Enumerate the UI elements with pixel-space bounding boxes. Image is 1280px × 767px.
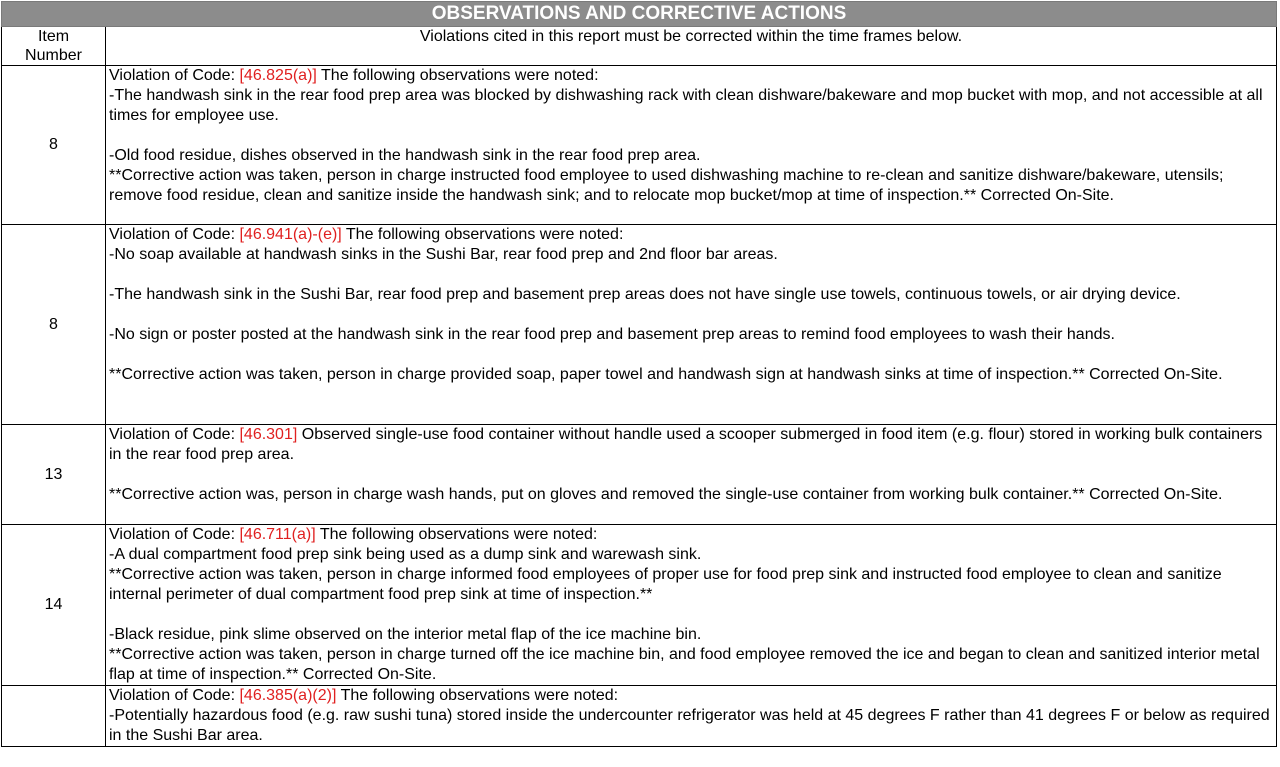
violation-line — [109, 66, 1276, 86]
observation-text: -The handwash sink in the rear food prep area was blocked by dishwashing rack with clean dishware/bakeware and mop bucket with mop, and not accessible at all times for employee use. — [109, 87, 1263, 124]
violation-prefix: Violation of Code: — [109, 426, 236, 443]
corrective-action-text: **Corrective action was taken, person in charge instructed food employee to used dishwashing machine to re-clean and sanitize dishware/bakeware, utensils; remove food residue, clean and sanitize inside the handwash sink; and to relocate mop bucket/mop at time of inspection.** Corrected On-Site. — [109, 167, 1224, 204]
item-number: 8 — [2, 225, 106, 425]
violation-cell — [106, 425, 1277, 525]
violation-cell — [106, 66, 1277, 225]
observation-text: -Old food residue, dishes observed in the handwash sink in the rear food prep area. — [109, 147, 701, 164]
item-number: 14 — [2, 525, 106, 686]
table-row — [2, 525, 1277, 686]
violation-intro: The following observations were noted: — [345, 226, 624, 243]
violation-prefix: Violation of Code: — [109, 67, 236, 84]
violation-cell — [106, 686, 1277, 747]
violation-code: [46.385(a)(2)] — [239, 687, 337, 704]
corrective-action-text: **Corrective action was taken, person in charge informed food employees of proper use for food prep sink and instructed food employee to clean and sanitize internal perimeter of dual compartment food prep sink at time of inspection.** — [109, 566, 1222, 603]
corrective-action-text: **Corrective action was, person in charge wash hands, put on gloves and removed the single-use container from working bulk container.** Corrected On-Site. — [109, 486, 1223, 503]
violation-intro: The following observations were noted: — [321, 67, 599, 84]
violation-line — [109, 225, 1276, 245]
violation-prefix: Violation of Code: — [109, 687, 236, 704]
item-number — [2, 686, 106, 747]
violation-intro: The following observations were noted: — [340, 687, 619, 704]
violation-intro: Observed single-use food container without handle used a scooper submerged in food item (e.g. flour) stored in working bulk containers in the rear food prep area. — [109, 426, 1263, 463]
item-number: 13 — [2, 425, 106, 525]
observations-table — [1, 1, 1277, 747]
violation-prefix: Violation of Code: — [109, 526, 236, 543]
violation-cell — [106, 225, 1277, 425]
column-header-row — [2, 27, 1277, 66]
table-row — [2, 225, 1277, 425]
corrective-action-text: **Corrective action was taken, person in charge turned off the ice machine bin, and food employee removed the ice and began to clean and sanitized interior metal flap at time of inspection.** Corrected On-Site. — [109, 646, 1260, 683]
corrective-action-text: **Corrective action was taken, person in charge provided soap, paper towel and handwash sign at handwash sinks at time of inspection.** Corrected On-Site. — [109, 366, 1223, 383]
violation-cell — [106, 525, 1277, 686]
violation-line — [109, 686, 1276, 706]
item-number-header — [2, 27, 106, 66]
observation-text: -Potentially hazardous food (e.g. raw sushi tuna) stored inside the undercounter refrigerator was held at 45 degrees F rather than 41 degrees F or below as required in the Sushi Bar area. — [109, 707, 1270, 744]
description-header: Violations cited in this report must be corrected within the time frames below. — [106, 27, 1277, 66]
violation-code: [46.301] — [239, 426, 298, 443]
observation-text: -No sign or poster posted at the handwash sink in the rear food prep and basement prep areas to remind food employees to wash their hands. — [109, 326, 1115, 343]
violation-code: [46.711(a)] — [239, 526, 316, 543]
section-title: OBSERVATIONS AND CORRECTIVE ACTIONS — [2, 2, 1277, 27]
violation-intro: The following observations were noted: — [319, 526, 598, 543]
violation-prefix: Violation of Code: — [109, 226, 236, 243]
table-row — [2, 66, 1277, 225]
violation-line — [109, 425, 1276, 465]
observation-text: -No soap available at handwash sinks in the Sushi Bar, rear food prep and 2nd floor bar areas. — [109, 246, 778, 263]
item-number: 8 — [2, 66, 106, 225]
table-row — [2, 425, 1277, 525]
observation-text: -The handwash sink in the Sushi Bar, rear food prep and basement prep areas does not have single use towels, continuous towels, or air drying device. — [109, 286, 1181, 303]
table-title-row — [2, 2, 1277, 27]
violation-line — [109, 525, 1276, 545]
observation-text: -A dual compartment food prep sink being used as a dump sink and warewash sink. — [109, 546, 702, 563]
item-header-line1: Item — [37, 28, 70, 45]
violation-code: [46.825(a)] — [239, 67, 317, 84]
table-row — [2, 686, 1277, 747]
item-header-line2: Number — [25, 47, 82, 64]
violation-code: [46.941(a)-(e)] — [239, 226, 342, 243]
observation-text: -Black residue, pink slime observed on the interior metal flap of the ice machine bin. — [109, 626, 702, 643]
